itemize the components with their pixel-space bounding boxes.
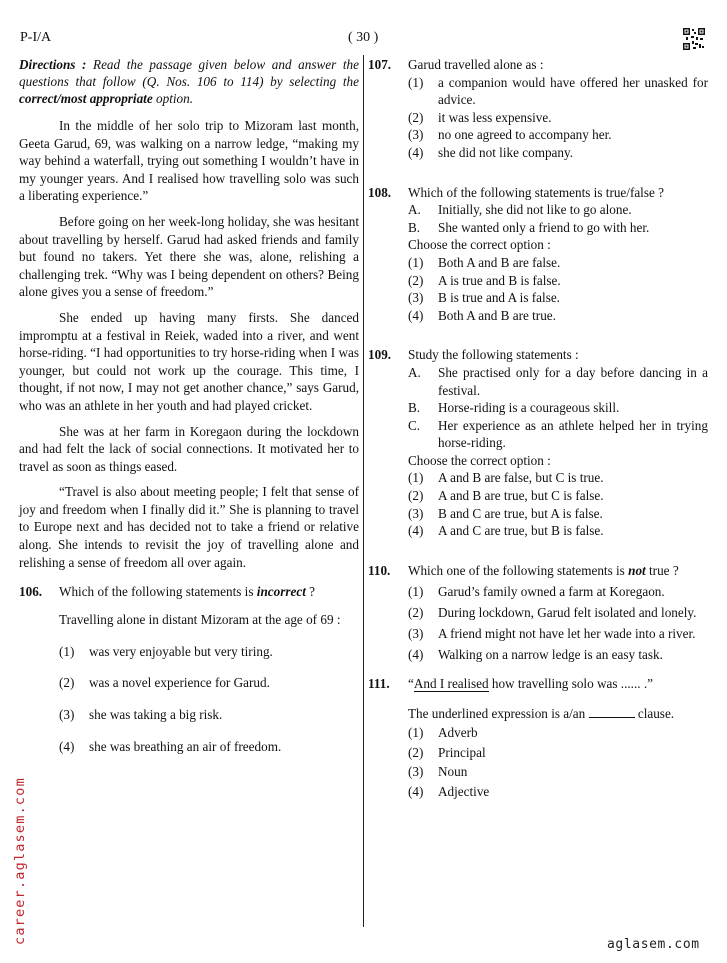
- question-text-part: ?: [305, 584, 316, 600]
- option-key: (4): [408, 783, 424, 799]
- option[interactable]: [59, 674, 359, 692]
- option[interactable]: [408, 644, 708, 665]
- question-lead-end: clause.: [637, 706, 675, 722]
- question-emphasis: not: [628, 562, 646, 578]
- option-key: (3): [408, 764, 424, 780]
- option-text: Adverb: [438, 725, 478, 741]
- option-text: A and B are false, but C is true.: [438, 470, 604, 486]
- option[interactable]: [408, 126, 708, 144]
- option-text: Both A and B are false.: [438, 254, 561, 270]
- option-text: was very enjoyable but very tiring.: [89, 643, 273, 659]
- option-text: no one agreed to accompany her.: [438, 127, 612, 143]
- option[interactable]: [408, 469, 708, 487]
- question-text: Which of the following statements is true/false ?: [408, 184, 664, 200]
- underlined-expression: And I realised: [413, 676, 489, 692]
- option-key: (1): [408, 725, 424, 741]
- option-key: (2): [408, 744, 424, 760]
- option-text: Walking on a narrow ledge is an easy task.: [438, 647, 663, 663]
- option-text: Both A and B are true.: [438, 307, 556, 323]
- question-emphasis: incorrect: [256, 584, 306, 600]
- option-key: (4): [408, 647, 424, 663]
- option-text: A friend might not have let her wade into a river.: [438, 626, 696, 642]
- option[interactable]: [408, 307, 708, 325]
- option-key: (3): [59, 707, 75, 723]
- question-108: [368, 184, 708, 325]
- question-106: [19, 583, 359, 755]
- option[interactable]: [408, 581, 708, 602]
- option-text: A is true and B is false.: [438, 272, 561, 288]
- option-key: (2): [408, 488, 424, 504]
- option-key: (4): [408, 144, 424, 160]
- option-text: a companion would have offered her unasked for advice.: [438, 74, 708, 108]
- statement-text: She practised only for a day before dancing in a festival.: [438, 364, 708, 398]
- question-text-part: Which of the following statements is: [59, 584, 257, 600]
- option[interactable]: [408, 743, 708, 763]
- right-column: [368, 56, 708, 801]
- passage-paragraph: She was at her farm in Koregaon during the lockdown and had felt the lack of social connections. It motivated her to travel as soon as things eased.: [19, 423, 359, 474]
- question-text: [59, 583, 359, 601]
- option[interactable]: [59, 738, 359, 756]
- question-text-part: true ?: [645, 562, 679, 578]
- option-key: (3): [408, 290, 424, 306]
- directions-text-end: option.: [152, 91, 193, 106]
- statement-text: Horse-riding is a courageous skill.: [438, 400, 620, 416]
- statement-key: B.: [408, 400, 421, 416]
- option[interactable]: [408, 623, 708, 644]
- column-divider: [363, 55, 364, 927]
- option[interactable]: [59, 643, 359, 661]
- question-text-part: Which one of the following statements is: [408, 562, 629, 578]
- option[interactable]: [408, 723, 708, 743]
- option-key: (2): [59, 675, 75, 691]
- statement: [408, 201, 708, 219]
- option[interactable]: [408, 254, 708, 272]
- option-key: (4): [408, 523, 424, 539]
- question-107: [368, 56, 708, 162]
- option-key: (4): [408, 307, 424, 323]
- answer-blank: [589, 705, 635, 718]
- watermark-bottom: aglasem.com: [607, 937, 700, 952]
- qr-code-icon: [683, 28, 705, 50]
- question-number: 107.: [368, 57, 392, 72]
- option-text: she was taking a big risk.: [89, 707, 223, 723]
- directions: [19, 56, 359, 107]
- left-column: [19, 56, 359, 755]
- question-number: 109.: [368, 347, 392, 363]
- option[interactable]: [408, 782, 708, 802]
- option-key: (1): [408, 584, 424, 600]
- option-text: B and C are true, but A is false.: [438, 505, 603, 521]
- question-text-part: “: [408, 676, 414, 692]
- question-number: 108.: [368, 184, 392, 200]
- option-text: Noun: [438, 764, 468, 780]
- option-key: (3): [408, 626, 424, 642]
- option-text: she did not like company.: [438, 144, 574, 160]
- passage-paragraph: “Travel is also about meeting people; I felt that sense of joy and freedom when I finally did it.” She is planning to travel to Europe next and has decided not to take a friend or relative along. She intends to revisit the joy of travelling alone and relishing a sense of freedom all over again.: [19, 484, 359, 570]
- question-lead-text: The underlined expression is a/an: [408, 706, 586, 722]
- option[interactable]: [408, 602, 708, 623]
- option[interactable]: [408, 762, 708, 782]
- question-text-part: how travelling solo was ...... .”: [488, 676, 654, 692]
- passage-paragraph: She ended up having many firsts. She danced impromptu at a festival in Reiek, waded into a river, and went horse-riding. “I had opportunities to try horse-riding when I was younger, but could not work up the courage. This time, I thought, if not now, I may not get another chance,” says Garud, who was an athlete in her youth and had played cricket.: [19, 309, 359, 413]
- choose-prompt: Choose the correct option :: [408, 237, 551, 253]
- question-text: Garud travelled alone as :: [408, 57, 544, 72]
- option[interactable]: [408, 289, 708, 307]
- statement-key: A.: [408, 364, 421, 380]
- question-number: 110.: [368, 562, 391, 578]
- option[interactable]: [408, 272, 708, 290]
- option[interactable]: [408, 522, 708, 540]
- option[interactable]: [408, 505, 708, 523]
- option-text: Adjective: [438, 783, 490, 799]
- paper-code: P-I/A: [20, 30, 52, 45]
- question-lead: [408, 705, 708, 723]
- option[interactable]: [59, 706, 359, 724]
- option[interactable]: [408, 487, 708, 505]
- statement: [408, 364, 708, 399]
- statement-key: A.: [408, 202, 421, 218]
- passage-paragraph: Before going on her week-long holiday, she was hesitant about travelling by herself. Garud had asked friends and family but found no takers. Yet there she was, alone, relishing a challenging trek. “Why was I being dependent on others? Being alone gives you a sense of freedom.”: [19, 213, 359, 300]
- option-key: (1): [408, 254, 424, 270]
- option-key: (4): [59, 738, 75, 754]
- option-text: she was breathing an air of freedom.: [89, 738, 282, 754]
- directions-bold: correct/most appropriate: [19, 91, 153, 106]
- option[interactable]: [408, 109, 708, 127]
- statement-key: C.: [408, 417, 421, 433]
- question-110: [368, 562, 708, 666]
- passage-paragraph: In the middle of her solo trip to Mizoram last month, Geeta Garud, 69, was walking on a narrow ledge, “making my way behind a waterfall, trying out something I wouldn’t have in my younger years. And I realised how travelling solo was such a liberating experience.”: [19, 118, 359, 204]
- watermark-left: career.aglasem.com: [12, 777, 28, 945]
- directions-text: Read the passage given below and answer the questions that follow (Q. Nos. 106 to 114) by selecting the: [19, 57, 359, 89]
- question-text: [408, 562, 708, 580]
- option-key: (1): [408, 74, 424, 90]
- question-text: [408, 675, 708, 693]
- option-key: (1): [59, 643, 75, 659]
- option-text: B is true and A is false.: [438, 290, 560, 306]
- question-lead: Travelling alone in distant Mizoram at the age of 69 :: [59, 611, 341, 627]
- option-key: (2): [408, 272, 424, 288]
- statement: [408, 219, 708, 237]
- option-text: Garud’s family owned a farm at Koregaon.: [438, 584, 665, 600]
- directions-label: Directions :: [19, 57, 87, 72]
- option-key: (2): [408, 605, 424, 621]
- statement-text: Her experience as an athlete helped her in trying horse-riding.: [438, 417, 708, 451]
- page-number: ( 30 ): [348, 30, 379, 45]
- question-number: 111.: [368, 676, 390, 692]
- statement-text: Initially, she did not like to go alone.: [438, 202, 632, 218]
- question-number: 106.: [19, 584, 43, 600]
- option-text: it was less expensive.: [438, 109, 552, 125]
- statement: [408, 417, 708, 452]
- option-key: (3): [408, 127, 424, 143]
- statement-text: She wanted only a friend to go with her.: [438, 219, 650, 235]
- option-key: (2): [408, 109, 424, 125]
- option-text: During lockdown, Garud felt isolated and lonely.: [438, 605, 697, 621]
- option-text: was a novel experience for Garud.: [89, 675, 270, 691]
- option-key: (1): [408, 470, 424, 486]
- question-111: [368, 675, 708, 801]
- option-text: A and B are true, but C is false.: [438, 488, 604, 504]
- option[interactable]: [408, 144, 708, 162]
- question-109: [368, 346, 708, 540]
- option-key: (3): [408, 505, 424, 521]
- question-text: Study the following statements :: [408, 347, 579, 363]
- choose-prompt: Choose the correct option :: [408, 452, 551, 468]
- statement-key: B.: [408, 219, 421, 235]
- option-text: A and C are true, but B is false.: [438, 523, 604, 539]
- option-text: Principal: [438, 744, 486, 760]
- option[interactable]: [408, 74, 708, 109]
- statement: [408, 399, 708, 417]
